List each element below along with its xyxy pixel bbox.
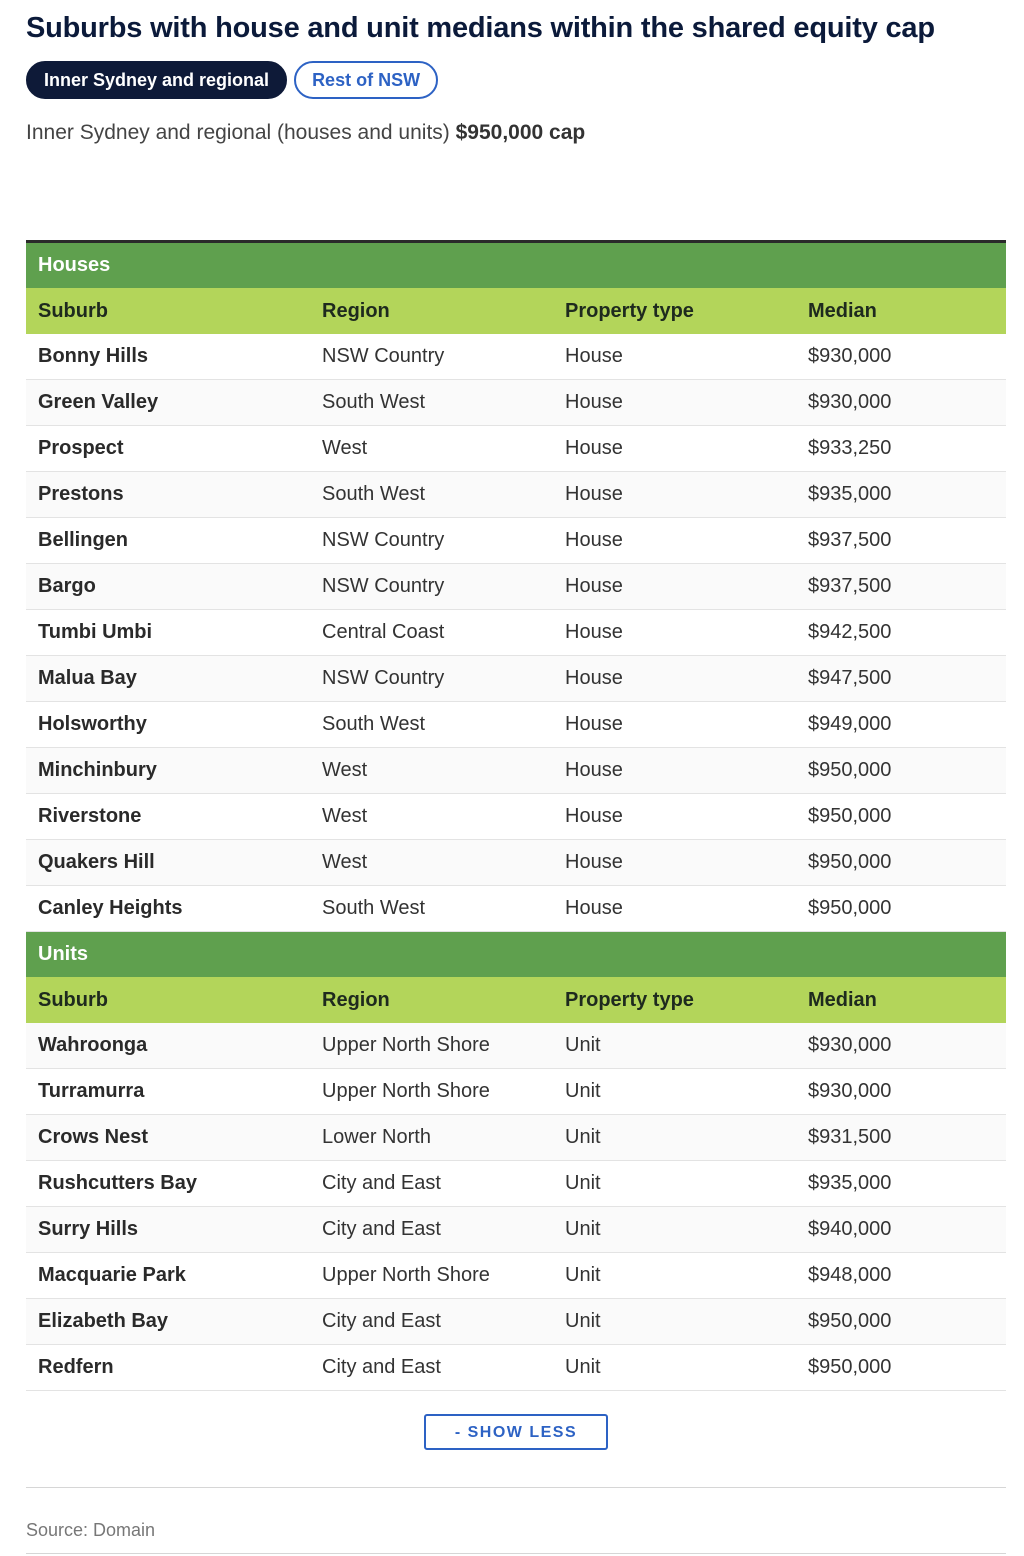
suburb-cell: Bargo xyxy=(26,564,310,610)
property-type-cell: House xyxy=(553,426,796,472)
property-type-column-header: Property type xyxy=(553,977,796,1023)
region-cell: South West xyxy=(310,472,553,518)
section-label: Houses xyxy=(26,242,1006,289)
median-cell: $930,000 xyxy=(796,380,1006,426)
table-row xyxy=(26,1253,1006,1299)
suburb-cell: Wahroonga xyxy=(26,1023,310,1069)
suburb-cell: Surry Hills xyxy=(26,1207,310,1253)
tab-inner-sydney-regional[interactable]: Inner Sydney and regional xyxy=(26,61,287,99)
region-column-header: Region xyxy=(310,977,553,1023)
property-type-cell: House xyxy=(553,518,796,564)
region-cell: West xyxy=(310,794,553,840)
median-cell: $930,000 xyxy=(796,334,1006,380)
property-type-cell: Unit xyxy=(553,1023,796,1069)
property-type-cell: House xyxy=(553,472,796,518)
region-cell: City and East xyxy=(310,1161,553,1207)
suburb-cell: Green Valley xyxy=(26,380,310,426)
houses-section-header xyxy=(26,242,1006,289)
median-cell: $935,000 xyxy=(796,472,1006,518)
column-header-row xyxy=(26,977,1006,1023)
property-type-cell: Unit xyxy=(553,1207,796,1253)
median-cell: $949,000 xyxy=(796,702,1006,748)
source-note: Source: Domain xyxy=(26,1520,156,1540)
suburb-cell: Minchinbury xyxy=(26,748,310,794)
region-cell: South West xyxy=(310,886,553,932)
suburb-cell: Tumbi Umbi xyxy=(26,610,310,656)
cap-amount: $950,000 cap xyxy=(455,121,586,144)
table-row xyxy=(26,840,1006,886)
table-row xyxy=(26,380,1006,426)
suburb-cell: Macquarie Park xyxy=(26,1253,310,1299)
suburb-cell: Rushcutters Bay xyxy=(26,1161,310,1207)
region-tabs xyxy=(26,61,1006,99)
suburb-column-header: Suburb xyxy=(26,288,310,334)
median-cell: $930,000 xyxy=(796,1023,1006,1069)
median-cell: $950,000 xyxy=(796,794,1006,840)
tab-rest-of-nsw[interactable]: Rest of NSW xyxy=(294,61,438,99)
units-section-header xyxy=(26,932,1006,978)
property-type-cell: Unit xyxy=(553,1345,796,1391)
region-cell: City and East xyxy=(310,1299,553,1345)
region-cell: City and East xyxy=(310,1207,553,1253)
property-type-cell: House xyxy=(553,334,796,380)
region-cell: Central Coast xyxy=(310,610,553,656)
property-type-cell: House xyxy=(553,380,796,426)
region-cell: NSW Country xyxy=(310,518,553,564)
table-row xyxy=(26,748,1006,794)
region-cell: Upper North Shore xyxy=(310,1069,553,1115)
property-type-cell: House xyxy=(553,886,796,932)
median-cell: $935,000 xyxy=(796,1161,1006,1207)
median-column-header: Median xyxy=(796,288,1006,334)
table-row xyxy=(26,656,1006,702)
median-cell: $948,000 xyxy=(796,1253,1006,1299)
suburb-cell: Crows Nest xyxy=(26,1115,310,1161)
median-cell: $940,000 xyxy=(796,1207,1006,1253)
median-column-header: Median xyxy=(796,977,1006,1023)
median-cell: $950,000 xyxy=(796,1345,1006,1391)
section-label: Units xyxy=(26,932,1006,978)
cap-description-text: Inner Sydney and regional (houses and units) xyxy=(26,121,450,144)
region-cell: City and East xyxy=(310,1345,553,1391)
suburb-cell: Elizabeth Bay xyxy=(26,1299,310,1345)
region-cell: NSW Country xyxy=(310,564,553,610)
region-column-header: Region xyxy=(310,288,553,334)
median-cell: $942,500 xyxy=(796,610,1006,656)
table-row xyxy=(26,334,1006,380)
property-type-cell: House xyxy=(553,702,796,748)
suburb-cell: Holsworthy xyxy=(26,702,310,748)
property-type-cell: Unit xyxy=(553,1299,796,1345)
property-type-cell: House xyxy=(553,840,796,886)
table-row xyxy=(26,1069,1006,1115)
region-cell: Upper North Shore xyxy=(310,1023,553,1069)
region-cell: Upper North Shore xyxy=(310,1253,553,1299)
table-row xyxy=(26,1023,1006,1069)
median-cell: $950,000 xyxy=(796,840,1006,886)
page-title: Suburbs with house and unit medians within the shared equity cap xyxy=(26,12,935,44)
property-type-cell: Unit xyxy=(553,1115,796,1161)
table-row xyxy=(26,1299,1006,1345)
median-cell: $930,000 xyxy=(796,1069,1006,1115)
property-type-cell: Unit xyxy=(553,1069,796,1115)
table-row xyxy=(26,1345,1006,1391)
table-row xyxy=(26,610,1006,656)
region-cell: West xyxy=(310,840,553,886)
suburb-medians-table xyxy=(26,240,1006,1391)
table-row xyxy=(26,472,1006,518)
region-cell: South West xyxy=(310,380,553,426)
suburb-cell: Quakers Hill xyxy=(26,840,310,886)
table-row xyxy=(26,886,1006,932)
suburb-cell: Malua Bay xyxy=(26,656,310,702)
suburb-cell: Bellingen xyxy=(26,518,310,564)
region-cell: West xyxy=(310,748,553,794)
suburb-cell: Prospect xyxy=(26,426,310,472)
table-row xyxy=(26,518,1006,564)
suburb-cell: Turramurra xyxy=(26,1069,310,1115)
region-cell: NSW Country xyxy=(310,656,553,702)
property-type-column-header: Property type xyxy=(553,288,796,334)
show-less-button[interactable]: - SHOW LESS xyxy=(424,1414,608,1450)
property-type-cell: House xyxy=(553,748,796,794)
region-cell: NSW Country xyxy=(310,334,553,380)
region-cell: West xyxy=(310,426,553,472)
property-type-cell: House xyxy=(553,610,796,656)
table-row xyxy=(26,794,1006,840)
property-type-cell: House xyxy=(553,656,796,702)
suburb-cell: Prestons xyxy=(26,472,310,518)
median-cell: $947,500 xyxy=(796,656,1006,702)
suburb-cell: Riverstone xyxy=(26,794,310,840)
table-row xyxy=(26,1207,1006,1253)
median-cell: $937,500 xyxy=(796,518,1006,564)
median-cell: $950,000 xyxy=(796,886,1006,932)
median-cell: $933,250 xyxy=(796,426,1006,472)
median-cell: $950,000 xyxy=(796,1299,1006,1345)
median-cell: $950,000 xyxy=(796,748,1006,794)
table-row xyxy=(26,1115,1006,1161)
table-row xyxy=(26,1161,1006,1207)
cap-description xyxy=(26,119,1006,147)
column-header-row xyxy=(26,288,1006,334)
table-row xyxy=(26,426,1006,472)
suburb-cell: Canley Heights xyxy=(26,886,310,932)
suburb-cell: Redfern xyxy=(26,1345,310,1391)
property-type-cell: Unit xyxy=(553,1161,796,1207)
property-type-cell: Unit xyxy=(553,1253,796,1299)
suburb-cell: Bonny Hills xyxy=(26,334,310,380)
divider xyxy=(26,1553,1006,1554)
suburb-column-header: Suburb xyxy=(26,977,310,1023)
property-type-cell: House xyxy=(553,564,796,610)
table-row xyxy=(26,564,1006,610)
median-cell: $931,500 xyxy=(796,1115,1006,1161)
median-cell: $937,500 xyxy=(796,564,1006,610)
region-cell: South West xyxy=(310,702,553,748)
region-cell: Lower North xyxy=(310,1115,553,1161)
table-row xyxy=(26,702,1006,748)
property-type-cell: House xyxy=(553,794,796,840)
